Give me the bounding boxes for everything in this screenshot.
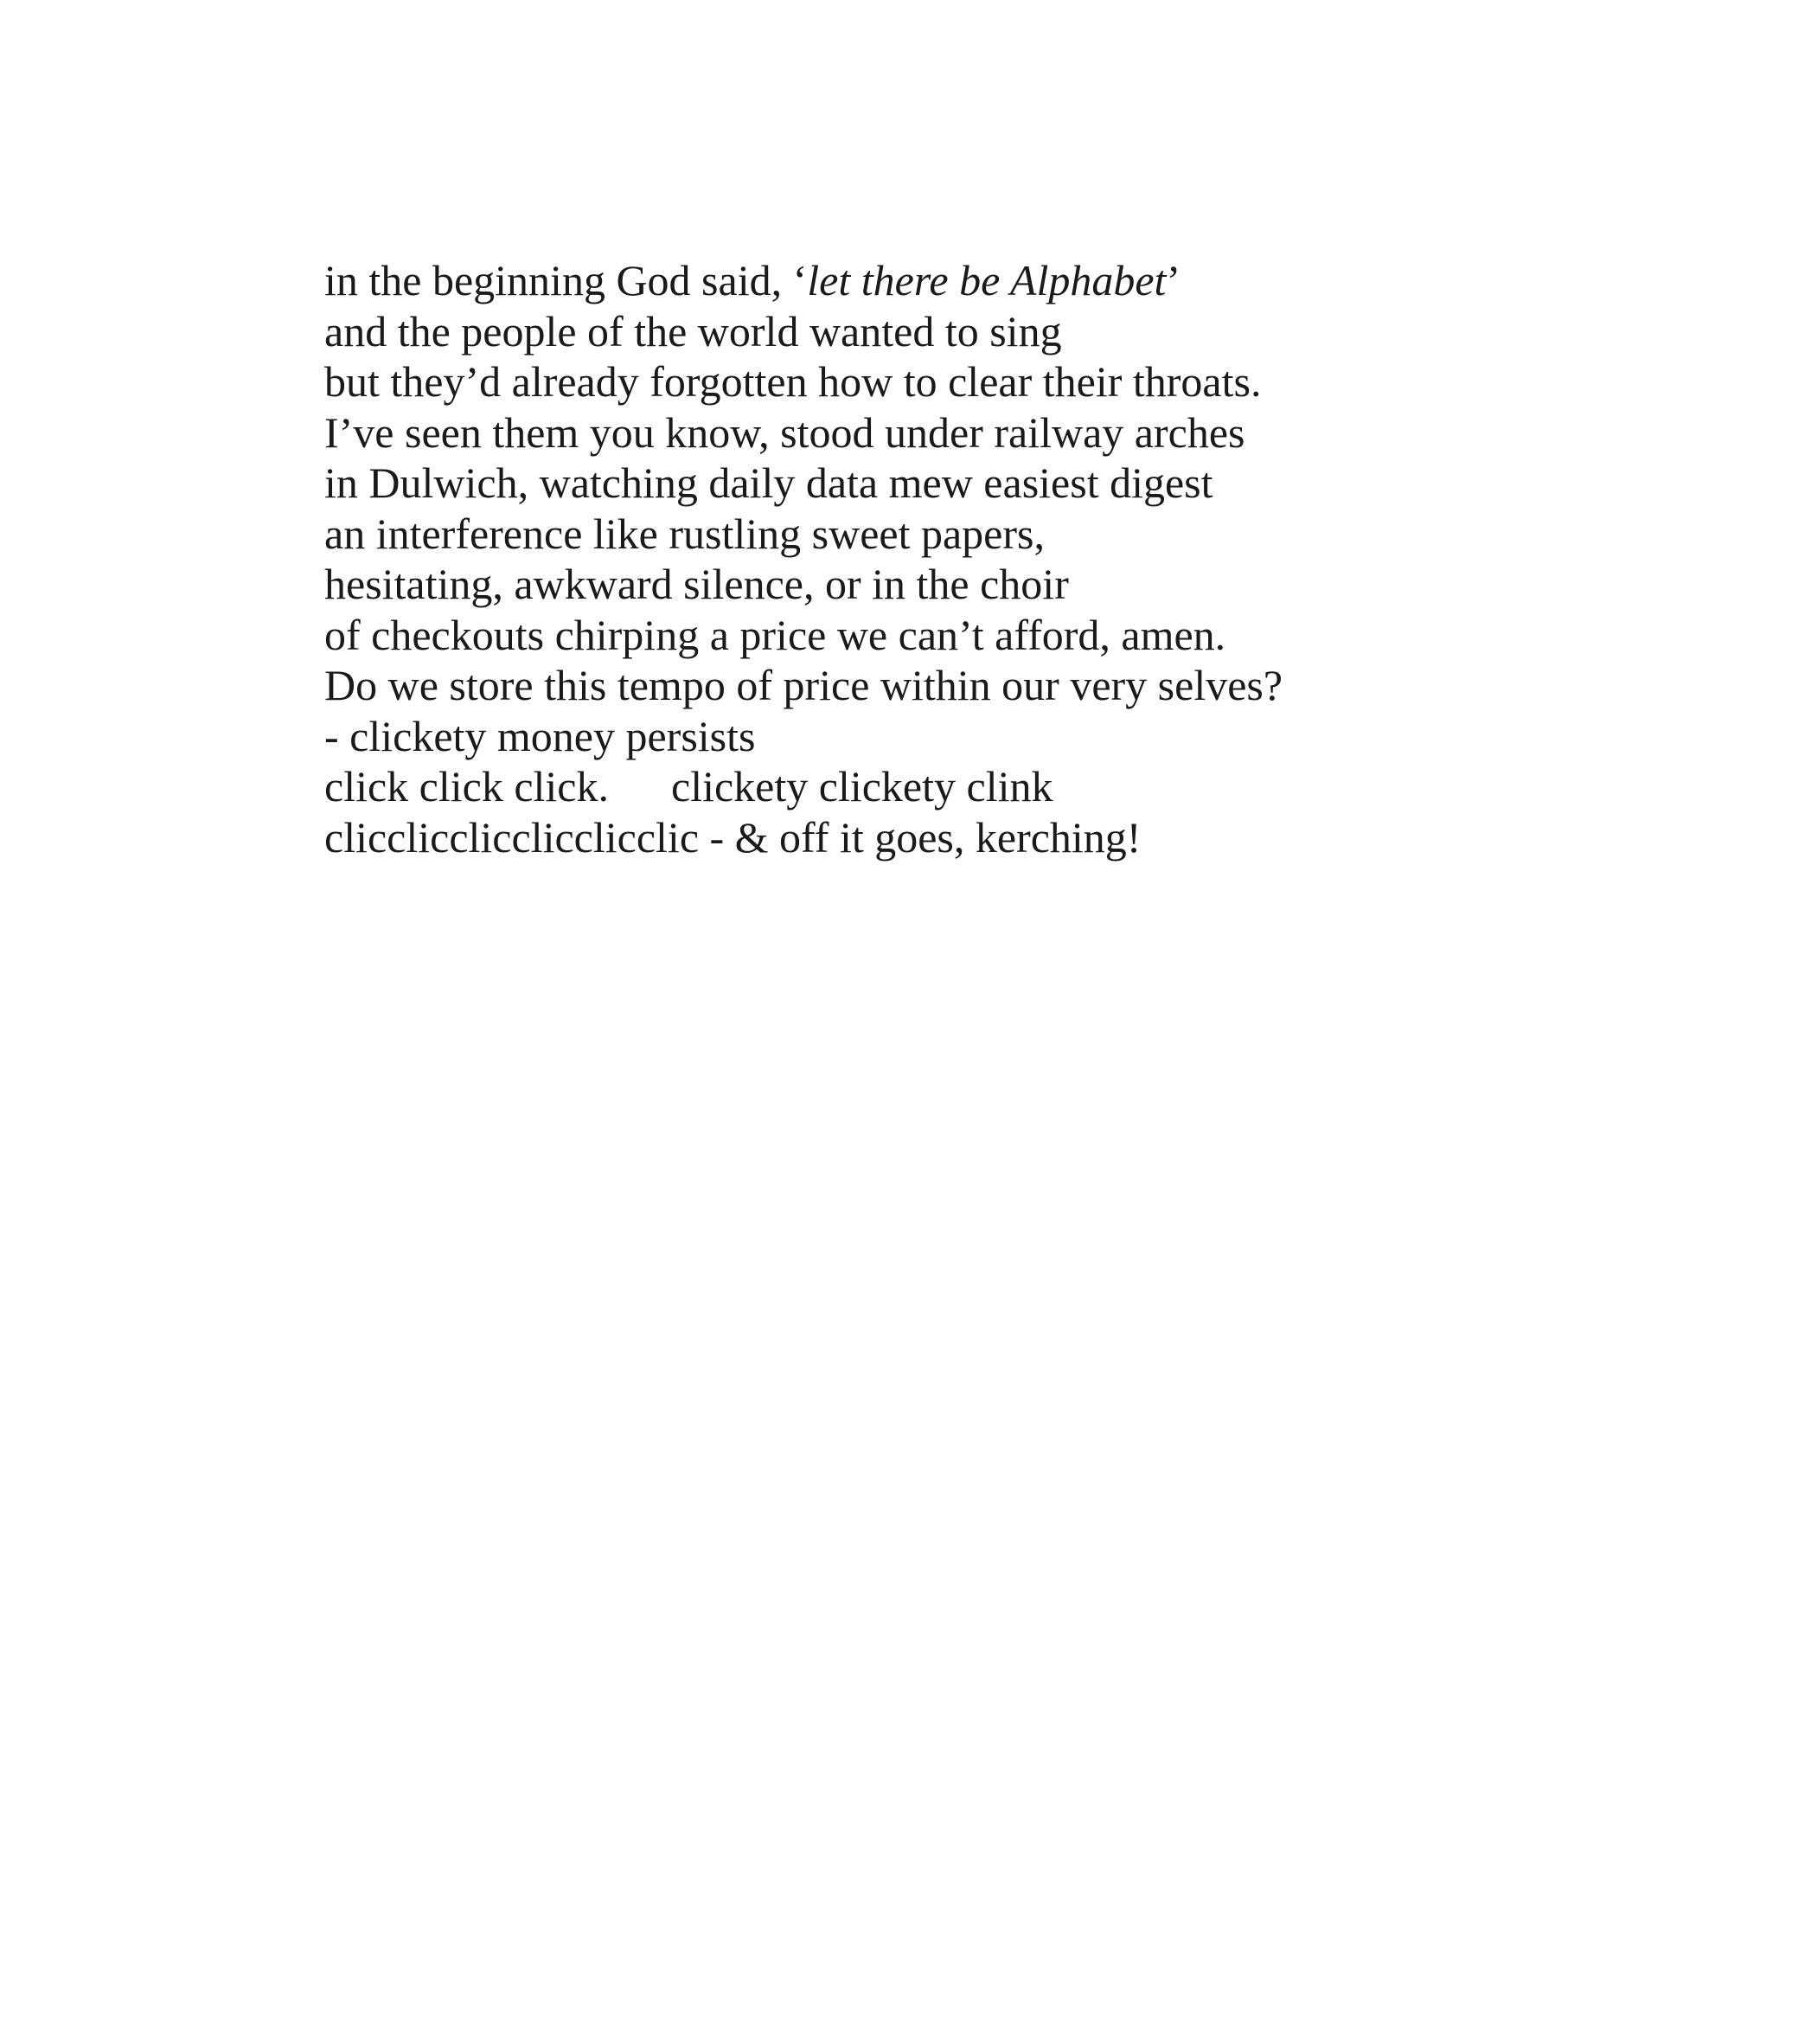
poem-line-6 bbox=[324, 509, 1751, 560]
poem-line-10-text: - clickety money persists bbox=[324, 711, 756, 760]
poem-line-11-part-1: click click click. bbox=[324, 762, 610, 811]
poem-line-2 bbox=[324, 306, 1751, 357]
poem-line-7 bbox=[324, 559, 1751, 610]
poem-line-6-text: an interference like rustling sweet papers, bbox=[324, 509, 1045, 558]
poem-line-7-text: hesitating, awkward silence, or in the choir bbox=[324, 560, 1069, 608]
poem-line-4 bbox=[324, 407, 1751, 458]
poem-line-3 bbox=[324, 356, 1751, 407]
poem-line-5 bbox=[324, 458, 1751, 509]
poem-line-5-text: in Dulwich, watching daily data mew easiest digest bbox=[324, 458, 1213, 507]
poem-line-1 bbox=[324, 255, 1751, 306]
poem-line-12-text: clicclicclicclicclicclic - & off it goes, kerching! bbox=[324, 812, 1142, 862]
poem-line-8 bbox=[324, 610, 1751, 661]
poem-line-4-text: I’ve seen them you know, stood under railway arches bbox=[324, 407, 1245, 457]
poem-line-1-suffix: ’ bbox=[1166, 256, 1181, 304]
poem-line-11 bbox=[324, 761, 1751, 812]
poem-line-11-part-2: clickety clickety clink bbox=[671, 762, 1053, 811]
poem-line-8-text: of checkouts chirping a price we can’t afford, amen. bbox=[324, 610, 1226, 659]
poem-line-1-italic: let there be Alphabet bbox=[807, 256, 1167, 304]
poem-line-12 bbox=[324, 812, 1751, 863]
poem-line-3-text: but they’d already forgotten how to clear their throats. bbox=[324, 357, 1262, 406]
poem-line-9 bbox=[324, 660, 1751, 711]
poem-line-1-prefix: in the beginning God said, ‘ bbox=[324, 256, 808, 304]
poem-line-2-text: and the people of the world wanted to sing bbox=[324, 306, 1062, 356]
poem-text bbox=[324, 255, 1751, 862]
poem-line-10 bbox=[324, 711, 1751, 762]
poem-line-9-text: Do we store this tempo of price within our very selves? bbox=[324, 661, 1283, 709]
